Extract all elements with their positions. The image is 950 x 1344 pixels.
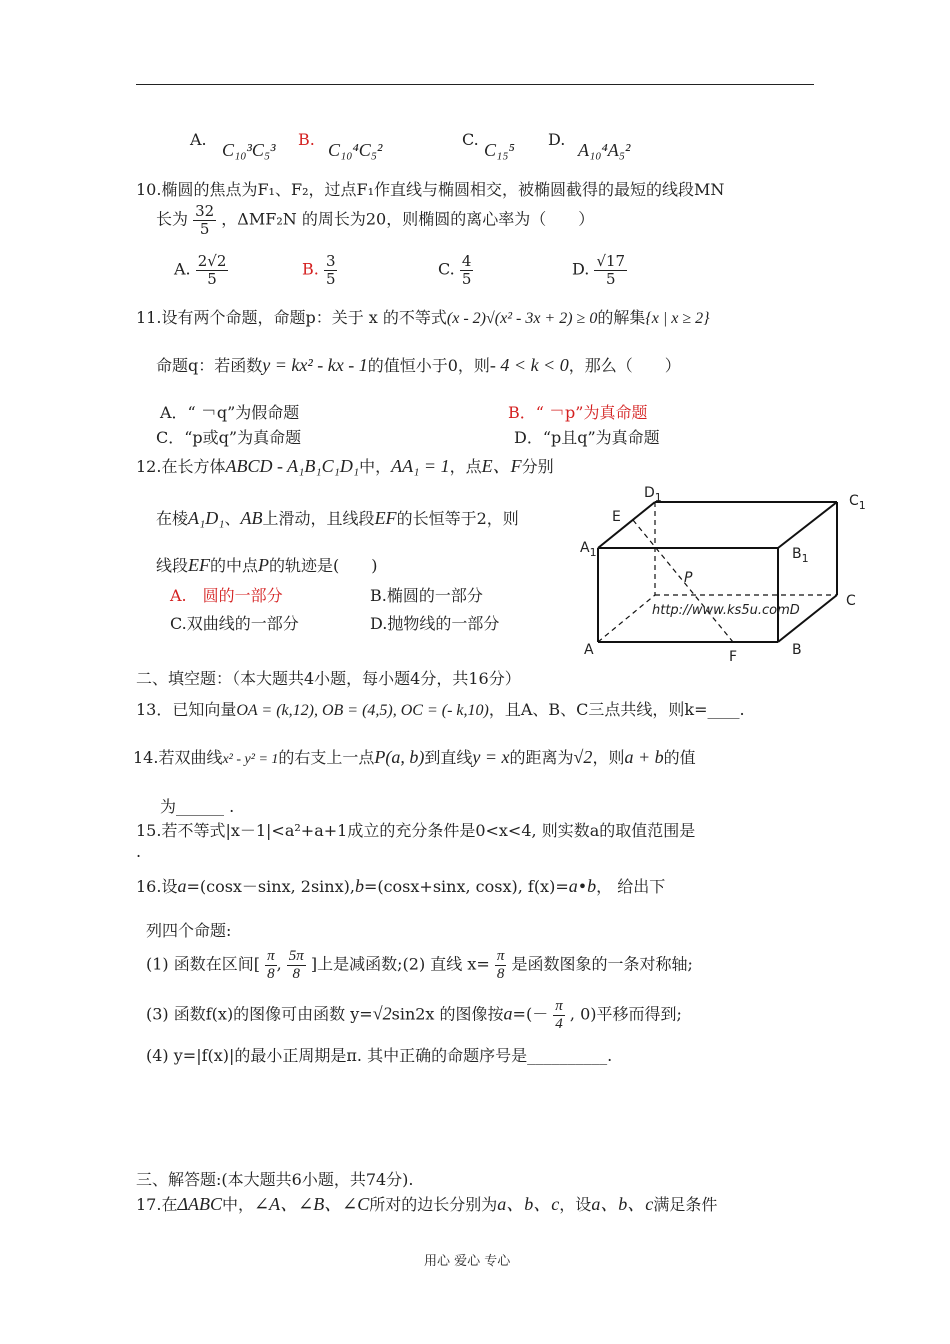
- numerator: π: [496, 948, 505, 964]
- text: ，且A、B、C三点共线，则k=: [488, 700, 708, 719]
- q12-line2: [156, 506, 519, 529]
- label-text: A: [580, 540, 590, 556]
- q9-option-a: [190, 130, 207, 149]
- math-expr: AB: [240, 508, 263, 528]
- q11-option-d: D．“p且q”为真命题: [514, 428, 660, 447]
- math-expr: P(a, b): [374, 747, 425, 767]
- text: 的右支上一点: [278, 748, 375, 767]
- denominator: 5: [199, 219, 210, 238]
- text: ，ΔMF₂N 的周长为20，则椭圆的离心率为（ ）: [221, 209, 595, 229]
- text: 中，: [222, 1195, 255, 1214]
- text: .: [739, 700, 745, 719]
- label-a: A: [584, 642, 594, 658]
- text: 的中点: [210, 556, 259, 575]
- math-expr: {x | x ≥ 2}: [645, 310, 710, 327]
- text: =(cosx+sinx, cosx), f(x)=: [363, 877, 569, 896]
- denominator: 8: [496, 965, 505, 982]
- numerator: π: [267, 948, 275, 964]
- math-expr: EF: [188, 555, 211, 575]
- math-expr: y = x: [472, 747, 510, 767]
- label-b: B: [792, 642, 802, 658]
- label-text: C: [849, 493, 859, 509]
- numerator: π: [555, 998, 563, 1014]
- fraction: [324, 253, 338, 287]
- q10-line1: 10.椭圆的焦点为F₁、F₂，过点F₁作直线与椭圆相交，被椭圆截得的最短的线段MN: [136, 180, 725, 199]
- q10-option-c: [438, 253, 473, 287]
- label-p: P: [684, 570, 693, 586]
- label-b1: [792, 546, 809, 565]
- math-expr: OA = (k,12), OB = (4,5), OC = (- k,10): [236, 702, 489, 719]
- math-expr: A₁D₁: [188, 508, 225, 528]
- text: 满足条件: [653, 1195, 718, 1214]
- label-c: C: [846, 593, 856, 609]
- fraction: [553, 998, 565, 1032]
- text: 的解集: [597, 308, 646, 327]
- text: 16.设: [136, 877, 178, 896]
- q11-line2: [156, 353, 681, 376]
- fraction: [193, 203, 216, 237]
- q14-line1: [133, 745, 696, 768]
- q11-line1: [136, 305, 710, 328]
- q15-line1: 15.若不等式|x－1|<a²+a+1成立的充分条件是0<x<4, 则实数a的取值范围是: [136, 821, 696, 840]
- text: 17.在: [136, 1195, 178, 1214]
- text: ， 给出下: [596, 877, 666, 896]
- text: 所对的边长分别为: [369, 1195, 498, 1214]
- q11-option-a: A．“ ￢q”为假命题: [160, 403, 300, 422]
- text: =(cosx－sinx, 2sinx),: [186, 877, 355, 896]
- text: 到直线: [424, 748, 473, 767]
- fraction: [265, 948, 277, 982]
- math-expr: √2: [573, 747, 593, 767]
- option-label: B.: [302, 259, 319, 279]
- text: 的值恒小于0，则: [367, 356, 490, 375]
- text: 中，: [359, 457, 392, 476]
- text: 长为: [156, 209, 189, 229]
- q12-line1: [136, 452, 554, 478]
- math-expr: √2: [372, 1003, 392, 1024]
- q10-option-d: [572, 253, 627, 287]
- q16-line2: 列四个命题:: [146, 921, 232, 940]
- vector-a: a: [568, 876, 578, 896]
- label-a1: [580, 540, 597, 559]
- q9-option-d: D.: [548, 130, 566, 149]
- label-sub: 1: [589, 545, 597, 559]
- label-sub: 1: [858, 498, 866, 512]
- math-expr: x² - y² = 1: [222, 752, 279, 767]
- option-label: C.: [438, 259, 455, 279]
- numerator: 4: [461, 252, 472, 270]
- text: 在棱: [156, 509, 189, 528]
- answer-blank: __________: [527, 1046, 608, 1065]
- q12-option-a: A. 圆的一部分: [170, 586, 283, 605]
- math-expr: AA₁ = 1: [391, 456, 450, 476]
- segment-ef: [633, 520, 733, 642]
- section-3-heading: 三、解答题:(本大题共6小题，共74分).: [136, 1170, 414, 1189]
- text: .: [607, 1046, 613, 1065]
- q10-option-b: [302, 253, 337, 287]
- math-expr: P: [258, 555, 270, 575]
- numerator: 3: [325, 252, 336, 270]
- numerator: √17: [596, 252, 626, 270]
- header-rule: [136, 84, 814, 85]
- text: •: [577, 877, 588, 896]
- edge-a1d1: [598, 502, 655, 548]
- q15-line2: .: [136, 842, 142, 861]
- math-expr: y = kx² - kx - 1: [262, 355, 368, 375]
- text: 的长恒等于2，则: [396, 509, 519, 528]
- q16-prop-1-2: [146, 948, 693, 982]
- numerator: 2√2: [197, 252, 227, 270]
- text: , 0)平移而得到;: [569, 1004, 682, 1024]
- math-expr: (x - 2)√(x² - 3x + 2) ≥ 0: [446, 310, 598, 327]
- fraction: [495, 948, 507, 982]
- edge-b1c1: [778, 502, 837, 548]
- text: 的值: [663, 748, 696, 767]
- fraction: [460, 253, 474, 287]
- math-expr: ABCD - A₁B₁C₁D₁: [225, 456, 360, 476]
- q13: [136, 697, 745, 720]
- text: 是函数图象的一条对称轴;: [511, 954, 693, 974]
- label-text: B: [792, 546, 802, 562]
- text: 命题q：若函数: [156, 356, 263, 375]
- vector-a: a: [503, 1003, 513, 1024]
- math-expr: ΔABC: [177, 1194, 223, 1214]
- option-label: A.: [190, 130, 207, 149]
- label-c1: [849, 493, 866, 512]
- q16-prop-3: [146, 998, 682, 1032]
- q9-option-c: C.: [462, 130, 479, 149]
- fraction: [287, 948, 306, 982]
- numerator: 5π: [288, 948, 304, 964]
- section-2-heading: 二、填空题：（本大题共4小题，每小题4分，共16分）: [136, 669, 521, 688]
- math-expr: ∠A、∠B、∠C: [254, 1194, 370, 1214]
- q11-option-c: C．“p或q”为真命题: [156, 428, 302, 447]
- denominator: 4: [555, 1015, 563, 1032]
- math-expr: a + b: [624, 747, 664, 767]
- q9-option-b-expr: C₁₀⁴C₅²: [328, 140, 383, 160]
- text: 11.设有两个命题，命题p：关于 x 的不等式: [136, 308, 447, 327]
- vector-b: b: [587, 876, 597, 896]
- denominator: 5: [207, 269, 217, 288]
- q9-option-d-expr: A₁₀⁴A₅²: [578, 140, 631, 160]
- q9-option-a-expr: C₁₀³C₅³: [222, 140, 276, 160]
- denominator: 5: [461, 269, 472, 288]
- q12-option-c: C.双曲线的一部分: [170, 614, 299, 633]
- math-expr: E、F: [481, 456, 522, 476]
- label-sub: 1: [801, 551, 809, 565]
- vector-b: b: [354, 876, 364, 896]
- text: 上滑动，且线段: [262, 509, 375, 528]
- q9-option-b: B.: [298, 130, 315, 149]
- text: ，那么（ ）: [568, 356, 681, 375]
- q11-option-b: B．“ ￢p”为真命题: [508, 403, 648, 422]
- text: =(－: [512, 1004, 549, 1024]
- edge-ad-hidden: [598, 595, 655, 642]
- text: (1) 函数在区间[: [146, 954, 260, 974]
- text: ，设: [559, 1195, 592, 1214]
- q9-option-c-expr: C₁₅⁵: [484, 140, 515, 160]
- answer-blank: ____: [707, 700, 740, 719]
- text: 14.若双曲线: [133, 748, 223, 767]
- label-d1: [644, 485, 662, 504]
- denominator: 8: [267, 965, 275, 982]
- text: 、: [224, 509, 241, 528]
- q16-prop-4: [146, 1043, 612, 1066]
- math-expr: EF: [374, 508, 397, 528]
- text: 12.在长方体: [136, 457, 226, 476]
- denominator: 8: [292, 965, 301, 982]
- q10-option-a: [174, 253, 228, 287]
- vector-a: a: [177, 876, 187, 896]
- label-sub: 1: [654, 490, 662, 504]
- text: 的轨迹是( ): [269, 556, 378, 575]
- watermark-url: http://www.ks5u.comD: [652, 603, 800, 618]
- fraction: [594, 253, 627, 287]
- math-expr: a、b、c: [497, 1194, 560, 1214]
- text: ，点: [449, 457, 482, 476]
- q17: [136, 1190, 717, 1216]
- text: sin2x 的图像按: [391, 1004, 504, 1024]
- text: ,: [276, 954, 282, 974]
- math-expr: a、b、c: [591, 1194, 654, 1214]
- q12-option-b: B.椭圆的一部分: [370, 586, 483, 605]
- numerator: 32: [195, 202, 215, 220]
- page-footer: 用心 爱心 专心: [424, 1254, 511, 1269]
- label-text: D: [644, 485, 655, 501]
- q12-line3: [156, 553, 378, 576]
- text: (4) y=|f(x)|的最小正周期是π. 其中正确的命题序号是: [146, 1046, 528, 1065]
- q16-line1: [136, 874, 665, 897]
- text: ]上是减函数;(2) 直线 x=: [310, 954, 490, 974]
- text: 的距离为: [509, 748, 574, 767]
- q12-option-d: D.抛物线的一部分: [370, 614, 500, 633]
- text: (3) 函数f(x)的图像可由函数 y=: [146, 1004, 373, 1024]
- text: 线段: [156, 556, 189, 575]
- q14-line2: 为______ .: [160, 797, 235, 816]
- option-label: A.: [174, 259, 191, 279]
- option-label: D.: [572, 259, 590, 279]
- text: 分别: [521, 457, 554, 476]
- q10-line2: [156, 203, 594, 237]
- text: 13．已知向量: [136, 700, 237, 719]
- label-e: E: [612, 509, 621, 525]
- denominator: 5: [605, 269, 616, 288]
- text: ，则: [592, 748, 625, 767]
- label-f: F: [729, 649, 738, 665]
- math-expr: - 4 < k < 0: [489, 355, 569, 375]
- fraction: [196, 253, 229, 287]
- denominator: 5: [325, 269, 336, 288]
